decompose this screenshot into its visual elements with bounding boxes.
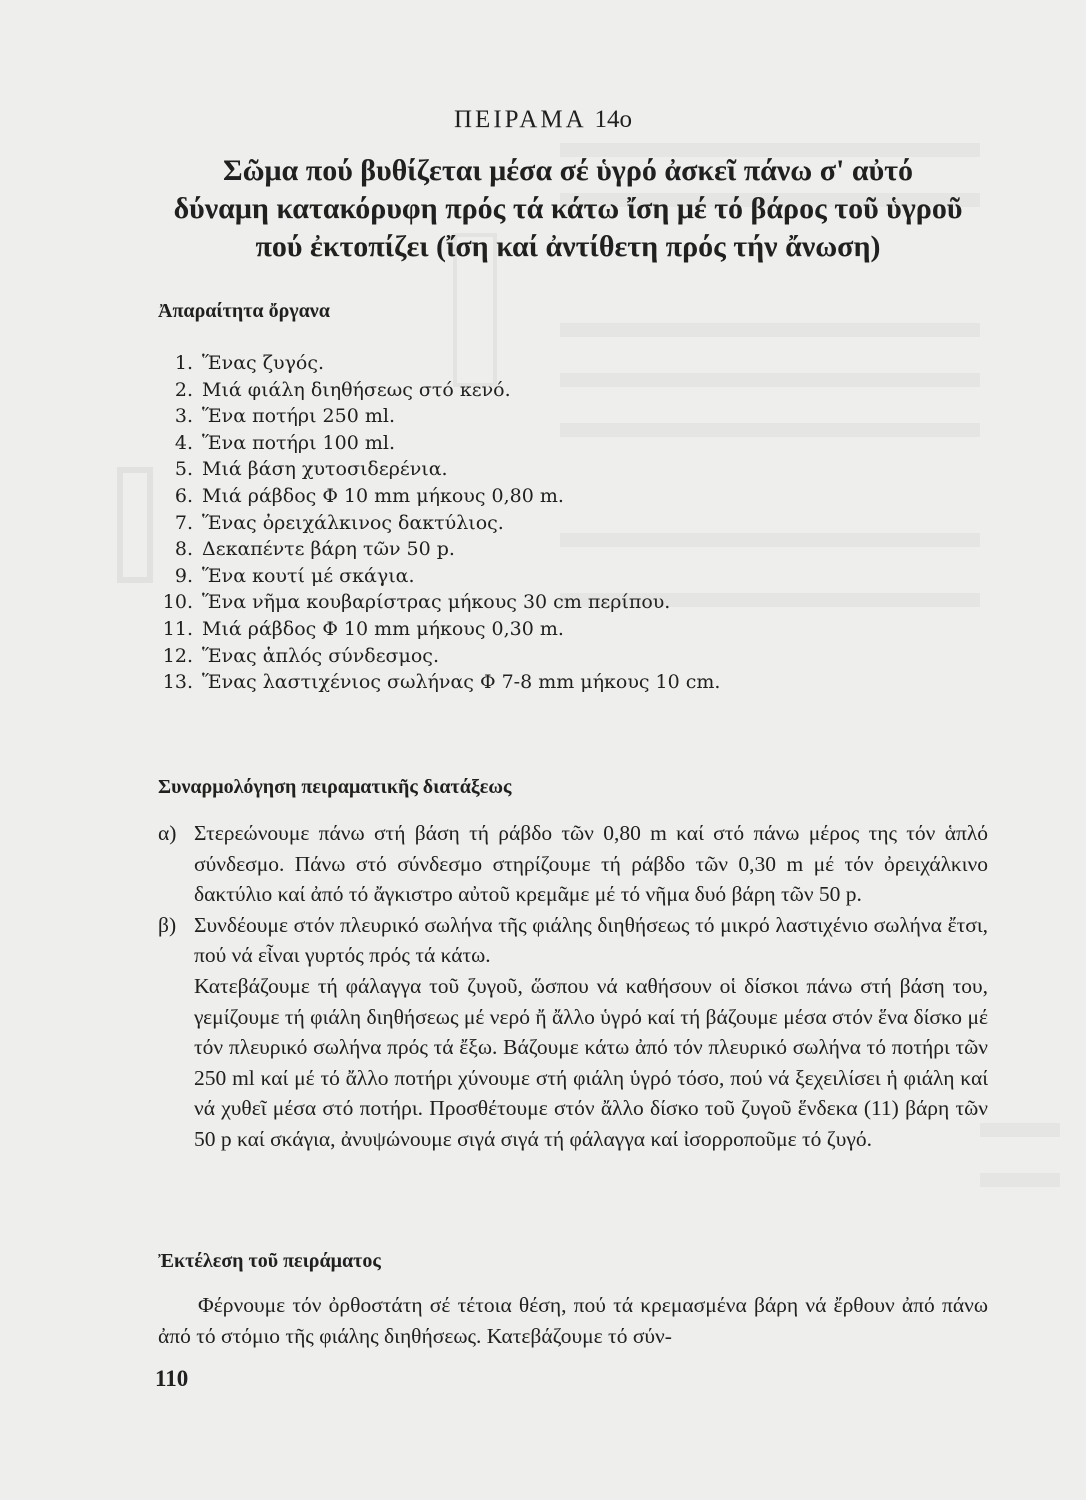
item-number: 2. (174, 378, 193, 401)
list-item (150, 616, 720, 643)
item-number: 5. (174, 458, 193, 481)
list-item (150, 456, 720, 483)
item-text: Ἕνας ἁπλός σύνδεσμος. (202, 644, 439, 667)
item-text: Ἕνα ποτήρι 250 ml. (202, 405, 395, 428)
item-text: Ἕνα κουτί μέ σκάγια. (202, 564, 415, 587)
list-item (150, 536, 720, 563)
item-number: 8. (174, 538, 193, 561)
list-item (150, 643, 720, 670)
assembly-paragraph: Κατεβάζουμε τή φάλαγγα τοῦ ζυγοῦ, ὥσπου νά καθήσουν οἱ δίσκοι πάνω στή βάση του, γεμίζουμε τή φιάλη διηθήσεως μέ νερό ἤ ἄλλο ὑγρό καί τή βάζουμε μέσα στόν ἕνα δίσκο μέ τόν πλευρικό σωλήνα πρός τά ἔξω. Βάζουμε κάτω ἀπό τόν πλευρικό σωλήνα τό ποτήρι τῶν 250 ml καί μέ τό ἄλλο ποτήρι χύνουμε στή φιάλη ὑγρό τόσο, πού νά ξεχειλίσει ἡ φιάλη καί νά χυθεῖ μέσα στό ποτήρι. Προσθέτουμε στόν ἄλλο δίσκο τοῦ ζυγοῦ ἕνδεκα (11) βάρη τῶν 50 p καί σκάγια, ἀνυψώνουμε σιγά σιγά τή φάλαγγα καί ἰσορροποῦμε τό ζυγό. (194, 973, 988, 1151)
item-number: 13. (162, 671, 193, 694)
assembly-title: Συναρμολόγηση πειραματικῆς διατάξεως (158, 776, 512, 798)
list-item (150, 403, 720, 430)
list-item (150, 669, 720, 696)
step-text: Στερεώνουμε πάνω στή βάση τή ράβδο τῶν 0,80 m καί στό πάνω μέρος της τόν ἁπλό σύνδεσμο. Πάνω στό σύνδεσμο στηρίζουμε τή ράβδο τῶν 0,30 m μέ τόν ὀρειχάλκινο δακτύλιο καί ἀπό τό ἄγκιστρο αὐτοῦ κρεμᾶμε μέ τό νῆμα δυό βάρη τῶν 50 p. (194, 821, 988, 907)
list-item (150, 510, 720, 537)
heading-line: πού ἐκτοπίζει (ἴση καί ἀντίθετη πρός τήν ἄνωση) (255, 230, 881, 263)
item-number: 11. (162, 617, 193, 640)
item-number: 9. (174, 564, 193, 587)
item-text: Ἕνας λαστιχένιος σωλήνας Φ 7-8 mm μήκους 10 cm. (202, 671, 721, 694)
item-text: Ἕνα ποτήρι 100 ml. (202, 431, 395, 454)
item-text: Δεκαπέντε βάρη τῶν 50 p. (202, 538, 455, 561)
list-item (150, 430, 720, 457)
item-number: 6. (174, 484, 193, 507)
experiment-title (0, 106, 1086, 134)
item-text: Μιά φιάλη διηθήσεως στό κενό. (202, 378, 511, 401)
list-item (150, 563, 720, 590)
list-item (150, 350, 720, 377)
item-text: Ἕνας ὀρειχάλκινος δακτύλιος. (202, 511, 504, 534)
bleed-shape (120, 470, 150, 580)
item-number: 10. (162, 591, 193, 614)
list-item (150, 377, 720, 404)
step-label: β) (158, 912, 177, 937)
experiment-title-label: ΠΕΙΡΑΜΑ (454, 106, 586, 133)
item-number: 4. (174, 431, 193, 454)
execution-text: Φέρνουμε τόν ὀρθοστάτη σέ τέτοια θέση, πού τά κρεμασμένα βάρη νά ἔρθουν ἀπό πάνω ἀπό τό στόμιο τῆς φιάλης διηθήσεως. Κατεβάζουμε τό σύν- (158, 1293, 988, 1348)
item-text: Ἕνα νῆμα κουβαρίστρας μήκους 30 cm περίπου. (202, 591, 671, 614)
experiment-number: 14ο (594, 106, 632, 133)
assembly-step (158, 910, 988, 971)
step-text: Συνδέουμε στόν πλευρικό σωλήνα τῆς φιάλης διηθήσεως τό μικρό λαστιχένιο σωλήνα ἔτσι, πού νά εἶναι γυρτός πρός τά κάτω. (194, 912, 988, 968)
experiment-heading (150, 152, 986, 266)
step-label: α) (158, 821, 177, 845)
item-text: Μιά ράβδος Φ 10 mm μήκους 0,30 m. (202, 617, 564, 640)
required-tools-title: Ἀπαραίτητα ὄργανα (158, 300, 330, 322)
page-number: 110 (155, 1366, 189, 1391)
heading-line: Σῶμα πού βυθίζεται μέσα σέ ὑγρό ἀσκεῖ πάνω σ' αὐτό (222, 154, 914, 187)
item-text: Ἕνας ζυγός. (202, 352, 325, 374)
heading-line: δύναμη κατακόρυφη πρός τά κάτω ἴση μέ τό βάρος τοῦ ὑγροῦ (173, 192, 963, 225)
execution-title: Ἐκτέλεση τοῦ πειράματος (158, 1250, 381, 1272)
required-tools-list (150, 350, 720, 696)
list-item (150, 483, 720, 510)
assembly-steps (158, 818, 988, 1155)
item-text: Μιά βάση χυτοσιδερένια. (202, 458, 448, 481)
assembly-step (158, 818, 988, 910)
item-number: 3. (174, 405, 193, 428)
item-text: Μιά ράβδος Φ 10 mm μήκους 0,80 m. (202, 484, 564, 507)
item-number: 12. (162, 644, 193, 667)
list-item (150, 589, 720, 616)
item-number: 1. (174, 352, 193, 374)
item-number: 7. (174, 511, 193, 534)
